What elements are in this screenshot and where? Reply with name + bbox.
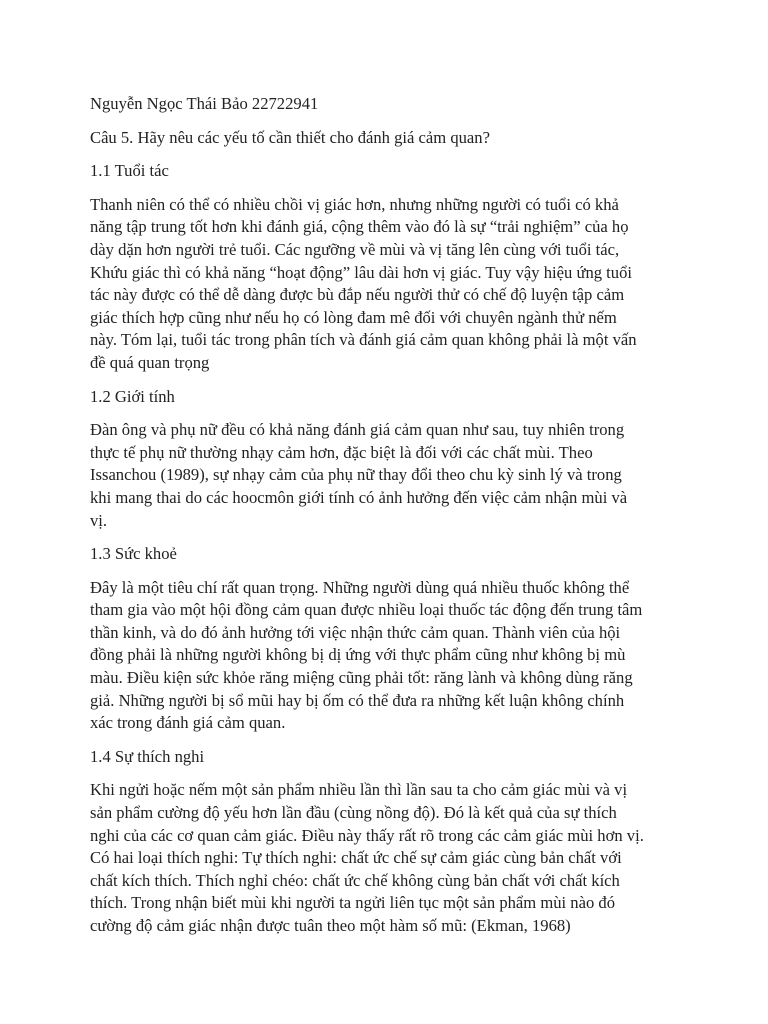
paragraph-line: đề quá quan trọng	[90, 352, 210, 372]
paragraph-line: thực tế phụ nữ thường nhạy cảm hơn, đặc biệt là đối với các chất mùi. Theo	[90, 442, 593, 462]
paragraph-line: vị.	[90, 510, 108, 530]
paragraph-line: sản phẩm cường độ yếu hơn lần đầu (cùng nồng độ). Đó là kết quả của sự thích	[90, 803, 617, 823]
spacer	[90, 116, 690, 127]
section-heading-age: 1.1 Tuổi tác	[90, 161, 169, 181]
paragraph-line: xác trong đánh giá cảm quan.	[90, 713, 286, 733]
question-title: Câu 5. Hãy nêu các yếu tố cần thiết cho đánh giá cảm quan?	[90, 127, 490, 147]
paragraph-line: Đây là một tiêu chí rất quan trọng. Những người dùng quá nhiều thuốc không thể	[90, 577, 630, 597]
spacer	[90, 408, 690, 419]
section-paragraph-health	[90, 577, 690, 735]
paragraph-line: màu. Điều kiện sức khỏe răng miệng cũng phải tốt: răng lành và không dùng răng	[90, 668, 633, 688]
author-line: Nguyễn Ngọc Thái Bảo 22722941	[90, 94, 319, 113]
paragraph-line: thích. Trong nhận biết mùi khi người ta ngửi liên tục một sản phẩm mùi nào đó	[90, 893, 615, 913]
paragraph-line: nghi của các cơ quan cảm giác. Điều này thấy rất rõ trong các cảm giác mùi hơn vị.	[90, 825, 644, 845]
section-paragraph-gender	[90, 419, 690, 532]
spacer	[90, 566, 690, 577]
paragraph-line: này. Tóm lại, tuổi tác trong phân tích và đánh giá cảm quan không phải là một vấn	[90, 330, 637, 350]
document-page	[90, 93, 690, 938]
paragraph-line: giả. Những người bị sổ mũi hay bị ốm có thể đưa ra những kết luận không chính	[90, 690, 625, 710]
spacer	[90, 375, 690, 386]
paragraph-line: đồng phải là những người không bị dị ứng với thực phẩm cũng như không bị mù	[90, 645, 626, 665]
paragraph-line: Đàn ông và phụ nữ đều có khả năng đánh giá cảm quan như sau, tuy nhiên trong	[90, 420, 625, 440]
paragraph-line: Issanchou (1989), sự nhạy cảm của phụ nữ thay đổi theo chu kỳ sinh lý và trong	[90, 465, 622, 485]
paragraph-line: Khứu giác thì có khả năng “hoạt động” lâu dài hơn vị giác. Tuy vậy hiệu ứng tuổi	[90, 262, 632, 282]
paragraph-line: cường độ cảm giác nhận được tuân theo một hàm số mũ: (Ekman, 1968)	[90, 916, 571, 935]
section-heading-gender: 1.2 Giới tính	[90, 386, 175, 406]
paragraph-line: chất kích thích. Thích nghỉ chéo: chất ức chế không cùng bản chất với chất kích	[90, 870, 620, 890]
paragraph-line: thần kinh, và do đó ảnh hưởng tới việc nhận thức cảm quan. Thành viên của hội	[90, 622, 621, 642]
spacer	[90, 735, 690, 746]
paragraph-line: Có hai loại thích nghi: Tự thích nghi: chất ức chế sự cảm giác cùng bản chất với	[90, 848, 622, 868]
paragraph-line: Thanh niên có thể có nhiều chồi vị giác hơn, nhưng những người có tuổi có khả	[90, 194, 619, 214]
spacer	[90, 532, 690, 543]
spacer	[90, 768, 690, 779]
section-paragraph-adaptation	[90, 779, 690, 937]
spacer	[90, 183, 690, 194]
paragraph-line: khi mang thai do các hoocmôn giới tính có ảnh hưởng đến việc cảm nhận mùi và	[90, 487, 628, 507]
paragraph-line: tham gia vào một hội đồng cảm quan được nhiều loại thuốc tác động đến trung tâm	[90, 600, 643, 620]
paragraph-line: năng tập trung tốt hơn khi đánh giá, cộng thêm vào đó là sự “trải nghiệm” của họ	[90, 217, 629, 237]
section-paragraph-age	[90, 194, 690, 375]
section-heading-adaptation: 1.4 Sự thích nghi	[90, 746, 205, 766]
paragraph-line: giác thích hợp cũng như nếu họ có lòng đam mê đối với chuyên ngành thử nếm	[90, 307, 617, 327]
paragraph-line: tác này được có thể dễ dàng được bù đắp nếu người thử có chế độ luyện tập cảm	[90, 285, 625, 305]
paragraph-line: dày dặn hơn người trẻ tuổi. Các ngưỡng về mùi và vị tăng lên cùng với tuổi tác,	[90, 239, 620, 259]
section-heading-health: 1.3 Sức khoẻ	[90, 544, 177, 564]
spacer	[90, 149, 690, 160]
paragraph-line: Khi ngửi hoặc nếm một sản phẩm nhiều lần thì lần sau ta cho cảm giác mùi và vị	[90, 780, 628, 800]
